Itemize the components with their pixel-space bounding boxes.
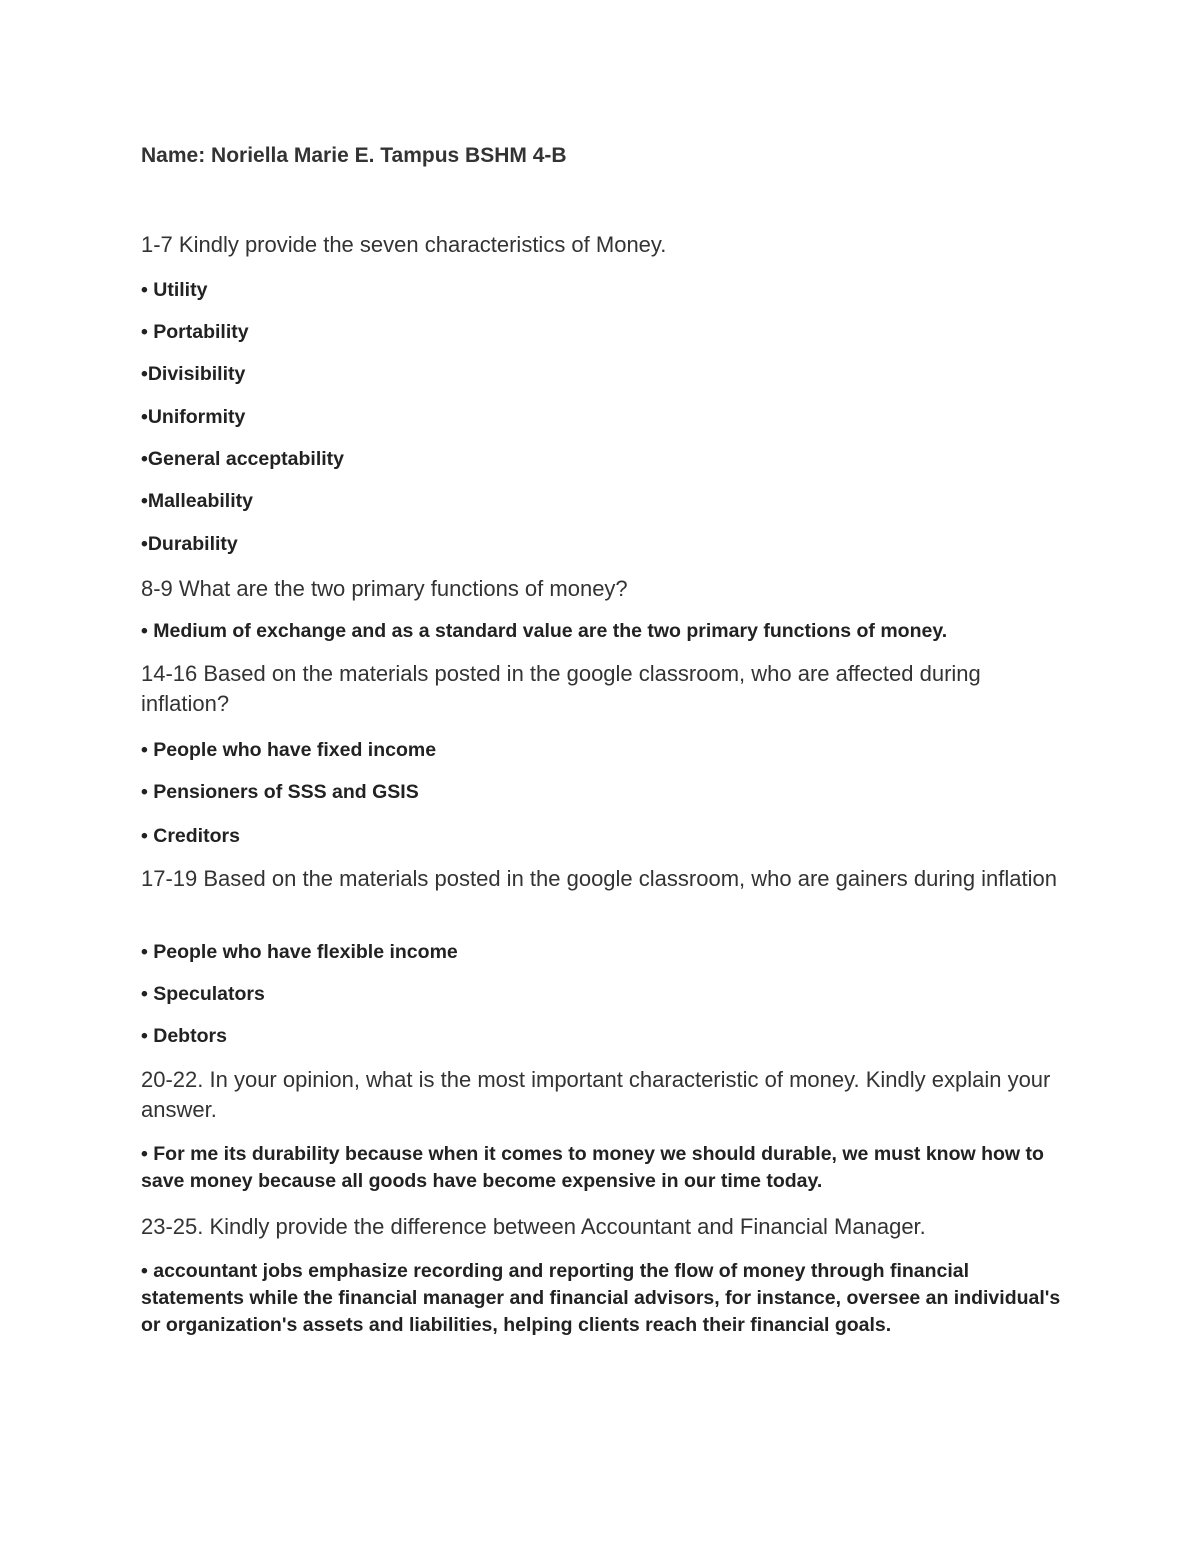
answer-item: • Pensioners of SSS and GSIS xyxy=(141,781,419,803)
question-20-22: 20-22. In your opinion, what is the most important characteristic of money. Kindly explain your answer. xyxy=(141,1067,1051,1122)
student-name-line: Name: Noriella Marie E. Tampus BSHM 4-B xyxy=(141,144,567,167)
question-23-25: 23-25. Kindly provide the difference between Accountant and Financial Manager. xyxy=(141,1214,926,1239)
answer-item: • Speculators xyxy=(141,983,265,1005)
answer-item: • People who have fixed income xyxy=(141,739,437,761)
question-8-9: 8-9 What are the two primary functions of money? xyxy=(141,576,628,601)
answer-item: •Durability xyxy=(141,533,238,555)
answer-item: •Uniformity xyxy=(141,406,246,428)
question-1-7: 1-7 Kindly provide the seven characteristics of Money. xyxy=(141,232,667,257)
answer-item: •Malleability xyxy=(141,490,253,512)
answer-item: • For me its durability because when it comes to money we should durable, we must know how to save money because all goods have become expensive in our time today. xyxy=(141,1143,1044,1192)
answer-item: • Utility xyxy=(141,279,208,301)
answer-item: • Creditors xyxy=(141,825,240,847)
answer-item: • People who have flexible income xyxy=(141,941,458,963)
answer-item: • Debtors xyxy=(141,1025,227,1047)
answer-item: •Divisibility xyxy=(141,363,246,385)
answer-item: • Portability xyxy=(141,321,249,343)
question-17-19: 17-19 Based on the materials posted in the google classroom, who are gainers during inflation xyxy=(141,866,1057,891)
answer-item: •General acceptability xyxy=(141,448,344,470)
answer-item: • Medium of exchange and as a standard value are the two primary functions of money. xyxy=(141,620,948,642)
answer-item: • accountant jobs emphasize recording and reporting the flow of money through financial statements while the financial manager and financial advisors, for instance, oversee an individual's or organization's assets and liabilities, helping clients reach their financial goals. xyxy=(141,1260,1061,1336)
question-14-16: 14-16 Based on the materials posted in the google classroom, who are affected during inflation? xyxy=(141,661,981,716)
